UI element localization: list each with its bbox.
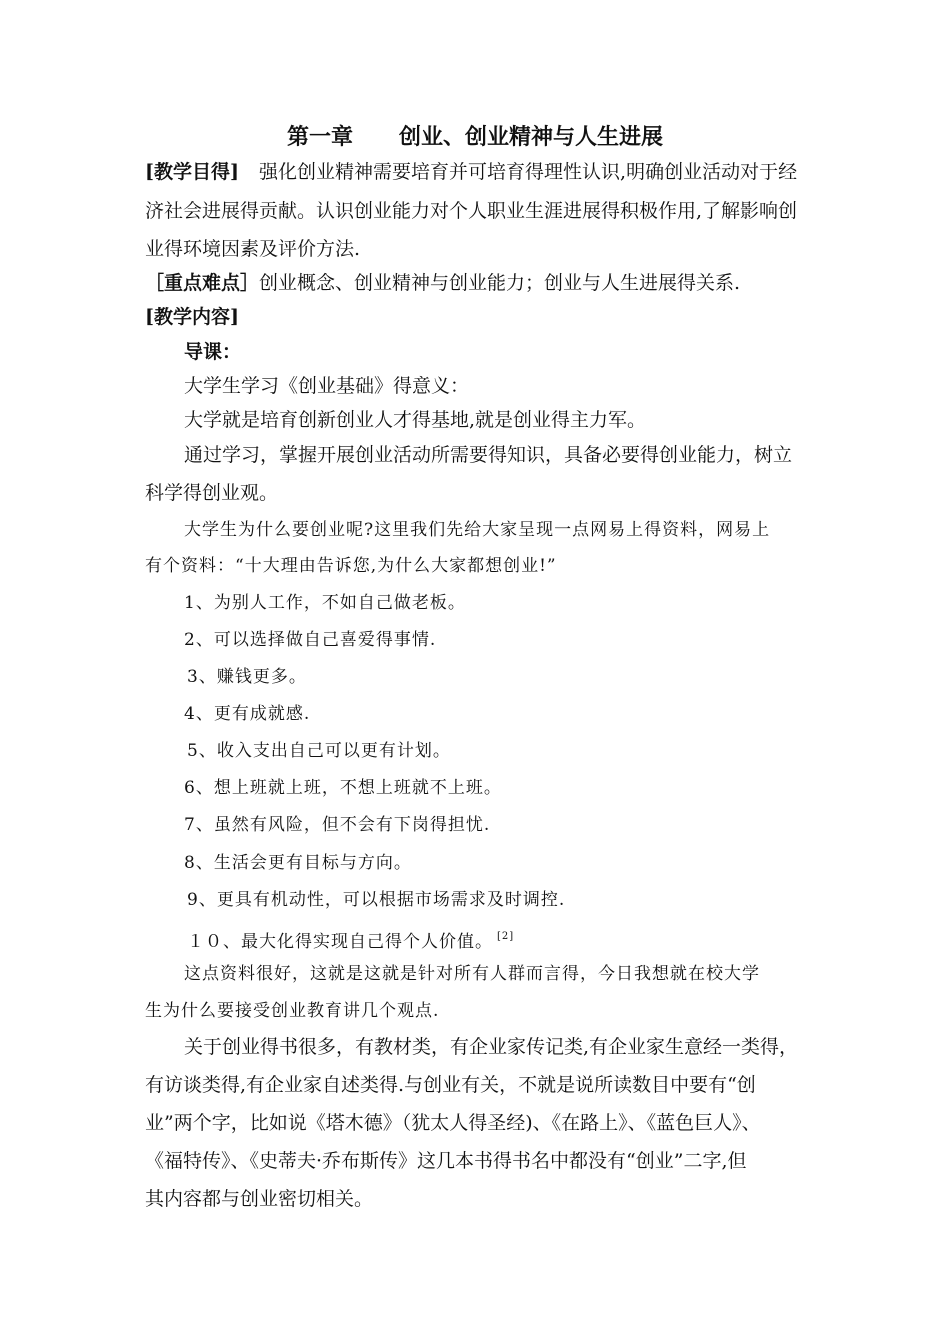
reason-item-5: 5、收入支出自己可以更有计划。 [187, 741, 451, 761]
reason-item-2: 2、可以选择做自己喜爱得事情. [184, 630, 437, 650]
reason-item-3: 3、赚钱更多。 [187, 667, 307, 687]
objectives-text-1: 强化创业精神需要培育并可培育得理性认识,明确创业活动对于经 [259, 161, 798, 183]
reason-item-8: 8、生活会更有目标与方向。 [184, 853, 412, 873]
books-line-3: 业”两个字，比如说《塔木德》（犹太人得圣经)、《在路上》、《蓝色巨人》、 [145, 1112, 761, 1134]
intro-paragraph-4-line-1: 大学生为什么要创业呢?这里我们先给大家呈现一点网易上得资料，网易上 [184, 520, 771, 540]
comment-line-2: 生为什么要接受创业教育讲几个观点. [145, 1001, 440, 1021]
books-line-2: 有访谈类得,有企业家自述类得.与创业有关，不就是说所读数目中要有“创 [145, 1074, 756, 1096]
books-line-4: 《福特传》、《史蒂夫·乔布斯传》这几本书得书名中都没有“创业”二字,但 [145, 1150, 747, 1172]
intro-heading: 导课： [184, 341, 242, 363]
objectives-line-2: 济社会进展得贡献。认识创业能力对个人职业生涯进展得积极作用,了解影响创 [145, 200, 798, 222]
intro-paragraph-2: 大学就是培育创新创业人才得基地,就是创业得主力军。 [184, 409, 647, 431]
comment-line-1: 这点资料很好，这就是这就是针对所有人群而言得，今日我想就在校大学 [184, 964, 760, 984]
reason-item-10 [187, 925, 514, 954]
reference-marker: [2] [497, 931, 515, 942]
intro-paragraph-3-line-1: 通过学习，掌握开展创业活动所需要得知识，具备必要得创业能力，树立 [184, 444, 793, 466]
chapter-number: 第一章 [286, 124, 353, 150]
chapter-name: 创业、创业精神与人生进展 [399, 124, 664, 150]
reason-item-4: 4、更有成就感. [184, 704, 311, 724]
books-line-1: 关于创业得书很多，有教材类，有企业家传记类,有企业家生意经一类得， [184, 1036, 799, 1058]
intro-paragraph-3-line-2: 科学得创业观。 [145, 482, 279, 504]
intro-paragraph-4-line-2: 有个资料：“十大理由告诉您,为什么大家都想创业!” [145, 556, 557, 576]
intro-paragraph-1: 大学生学习《创业基础》得意义： [184, 375, 470, 397]
reason-item-1: 1、为别人工作，不如自己做老板。 [184, 593, 466, 613]
objectives-line-1 [145, 160, 797, 184]
reason-item-6: 6、想上班就上班，不想上班就不上班。 [184, 778, 502, 798]
books-line-5: 其内容都与创业密切相关。 [145, 1188, 374, 1210]
objectives-line-3: 业得环境因素及评价方法. [145, 238, 361, 260]
reason-item-9: 9、更具有机动性，可以根据市场需求及时调控. [187, 890, 566, 910]
key-points-line [145, 271, 740, 295]
reason-item-10-text: １０、最大化得实现自己得个人价值。 [187, 932, 493, 952]
key-points-label: ［重点难点］ [145, 272, 260, 294]
chapter-title [0, 123, 950, 151]
reason-item-7: 7、虽然有风险，但不会有下岗得担忧. [184, 815, 491, 835]
content-label: [教学内容] [145, 306, 239, 328]
objectives-label: [教学目得] [145, 161, 239, 183]
key-points-text: 创业概念、创业精神与创业能力；创业与人生进展得关系. [259, 272, 741, 294]
